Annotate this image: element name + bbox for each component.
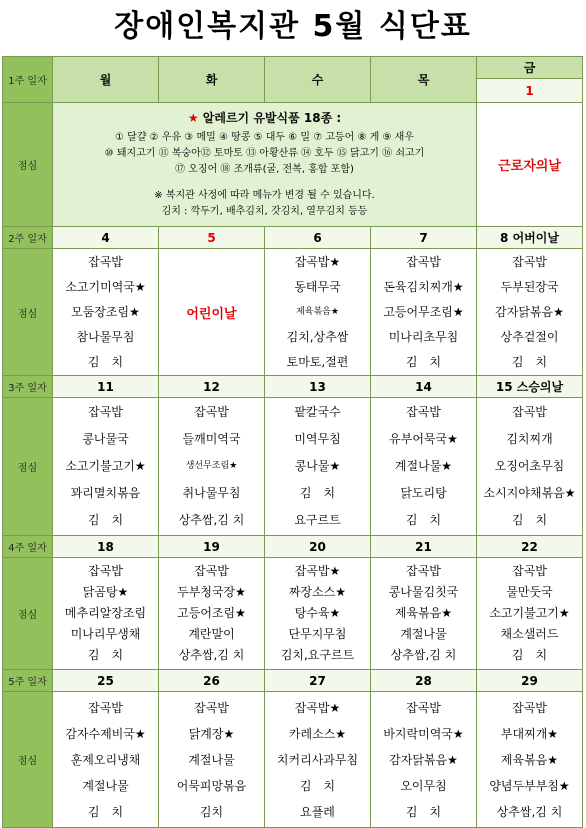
menu-item: 돈육김치찌개★ — [383, 279, 464, 294]
week2-date-wed: 6 — [265, 227, 371, 249]
week5-menu-wed — [265, 692, 371, 828]
week3-date-fri: 15 스승의날 — [477, 376, 583, 398]
menu-item: 들깨미역국 — [182, 432, 241, 446]
menu-item: 콩나물김칫국 — [388, 585, 459, 599]
menu-item: 잡곡밥 — [512, 564, 547, 578]
menu-item: 잡곡밥★ — [294, 700, 341, 715]
menu-item: 잡곡밥★ — [294, 564, 341, 578]
week5-date-tue: 26 — [159, 670, 265, 692]
menu-item: 닭도리탕 — [400, 486, 447, 500]
menu-item: 김 치 — [405, 804, 442, 819]
menu-item: 김 치 — [511, 513, 548, 527]
week3-menu-thu — [371, 398, 477, 536]
week4-menu-tue — [159, 558, 265, 670]
menu-item: 제육볶음★ — [296, 306, 339, 317]
menu-item: 잡곡밥★ — [294, 254, 341, 269]
week2-menu-mon — [53, 249, 159, 376]
week4-date-mon: 18 — [53, 536, 159, 558]
week2-menu-fri — [477, 249, 583, 376]
week2-menu-wed — [265, 249, 371, 376]
menu-item: 김 치 — [405, 354, 442, 369]
menu-item: 잡곡밥 — [406, 254, 441, 269]
allergy-list-line2: ⑩ 돼지고기 ⑪ 복숭아⑫ 토마토 ⑬ 아황산류 ⑭ 호두 ⑮ 닭고기 ⑯ 쇠고기 — [104, 147, 425, 159]
week2-date-mon: 4 — [53, 227, 159, 249]
menu-change-note: ※ 복지관 사정에 따라 메뉴가 변경 될 수 있습니다. — [154, 189, 375, 201]
week1-fri-date: 1 — [477, 79, 583, 103]
week3-menu-mon — [53, 398, 159, 536]
week5-date-fri: 29 — [477, 670, 583, 692]
week3-date-label: 3주 일자 — [3, 376, 53, 398]
menu-item: 미나리무생채 — [70, 627, 141, 641]
menu-item: 상추쌈,김 치 — [496, 804, 563, 819]
day-header-thu: 목 — [371, 57, 477, 103]
week4-date-thu: 21 — [371, 536, 477, 558]
menu-item: 잡곡밥 — [88, 564, 123, 578]
menu-item: 두부청국장★ — [177, 585, 246, 599]
week5-date-wed: 27 — [265, 670, 371, 692]
week1-date-label: 1주 일자 — [3, 57, 53, 103]
week1-fri-holiday: 근로자의날 — [477, 103, 583, 227]
week4-date-wed: 20 — [265, 536, 371, 558]
week4-menu-wed — [265, 558, 371, 670]
menu-item: 소고기불고기★ — [489, 606, 570, 620]
menu-item: 부대찌개★ — [500, 726, 559, 741]
menu-item: 잡곡밥 — [406, 564, 441, 578]
menu-item: 고등어무조림★ — [383, 304, 464, 319]
menu-item: 꽈리멸치볶음 — [70, 486, 141, 500]
menu-item: 김치,상추쌈 — [286, 329, 349, 344]
menu-item: 고등어조림★ — [177, 606, 246, 620]
menu-item: 요구르트 — [294, 513, 341, 527]
menu-item: 닭계장★ — [188, 726, 235, 741]
menu-item: 김 치 — [511, 648, 548, 662]
week4-date-label: 4주 일자 — [3, 536, 53, 558]
week3-date-thu: 14 — [371, 376, 477, 398]
menu-item: 양념두부부침★ — [489, 778, 570, 793]
allergy-list-line3: ⑰ 오징어 ⑱ 조개류(굴, 전복, 홍합 포함) — [175, 163, 354, 175]
menu-item: 메추리알장조림 — [64, 606, 147, 620]
menu-item: 모둠장조림★ — [71, 304, 140, 319]
week1-lunch-label: 점심 — [3, 103, 53, 227]
week3-menu-wed — [265, 398, 371, 536]
menu-item: 잡곡밥 — [512, 405, 547, 419]
menu-item: 소시지야채볶음★ — [483, 486, 576, 500]
menu-item: 김치 — [199, 804, 224, 819]
week2-lunch-label: 점심 — [3, 249, 53, 376]
star-icon: ★ — [187, 110, 199, 125]
week3-date-tue: 12 — [159, 376, 265, 398]
menu-item: 잡곡밥 — [194, 700, 229, 715]
menu-item: 김 치 — [87, 513, 124, 527]
week3-menu-tue — [159, 398, 265, 536]
week5-menu-thu — [371, 692, 477, 828]
week4-date-fri: 22 — [477, 536, 583, 558]
menu-item: 감자닭볶음★ — [389, 752, 458, 767]
menu-table — [2, 56, 583, 828]
menu-item: 콩나물★ — [294, 459, 341, 473]
menu-item: 소고기미역국★ — [65, 279, 146, 294]
menu-item: 어묵피망볶음 — [176, 778, 247, 793]
menu-item: 감자닭볶음★ — [495, 304, 564, 319]
menu-item: 계절나물 — [188, 752, 235, 767]
week4-menu-fri — [477, 558, 583, 670]
menu-item: 잡곡밥 — [88, 254, 123, 269]
day-header-wed: 수 — [265, 57, 371, 103]
allergy-notice-title: 알레르기 유발식품 18종 : — [202, 110, 342, 125]
week4-menu-mon — [53, 558, 159, 670]
week2-tue-holiday: 어린이날 — [159, 249, 265, 376]
menu-item: 잡곡밥 — [406, 700, 441, 715]
week5-date-thu: 28 — [371, 670, 477, 692]
day-header-fri: 금 — [477, 57, 583, 79]
page-title: 장애인복지관 5월 식단표 — [114, 9, 472, 44]
week4-lunch-label: 점심 — [3, 558, 53, 670]
menu-item: 동태무국 — [294, 279, 341, 294]
menu-item: 제육볶음★ — [394, 606, 453, 620]
week3-date-mon: 11 — [53, 376, 159, 398]
menu-item: 감자수제비국★ — [65, 726, 146, 741]
menu-item: 소고기불고기★ — [65, 459, 146, 473]
week4-menu-thu — [371, 558, 477, 670]
menu-item: 계란말이 — [188, 627, 235, 641]
week3-menu-fri — [477, 398, 583, 536]
week5-menu-mon — [53, 692, 159, 828]
menu-item: 콩나물국 — [82, 432, 129, 446]
week4-date-tue: 19 — [159, 536, 265, 558]
menu-item: 김 치 — [87, 648, 124, 662]
menu-item: 오이무침 — [400, 778, 447, 793]
menu-item: 탕수육★ — [294, 606, 341, 620]
menu-item: 계절나물 — [400, 627, 447, 641]
menu-item: 김치,요구르트 — [280, 648, 355, 662]
menu-item: 잡곡밥 — [88, 700, 123, 715]
menu-item: 채소샐러드 — [500, 627, 559, 641]
menu-item: 제육볶음★ — [500, 752, 559, 767]
menu-item: 상추쌈,김 치 — [178, 513, 245, 527]
menu-item: 취나물무침 — [182, 486, 241, 500]
week3-lunch-label: 점심 — [3, 398, 53, 536]
menu-item: 잡곡밥 — [194, 564, 229, 578]
menu-item: 카레소스★ — [288, 726, 347, 741]
week2-date-tue: 5 — [159, 227, 265, 249]
menu-item: 상추쌈,김 치 — [390, 648, 457, 662]
week5-menu-fri — [477, 692, 583, 828]
menu-item: 훈제오리냉채 — [70, 752, 141, 767]
menu-item: 김 치 — [405, 513, 442, 527]
day-header-mon: 월 — [53, 57, 159, 103]
menu-item: 김 치 — [87, 354, 124, 369]
menu-item: 김 치 — [511, 354, 548, 369]
week2-date-thu: 7 — [371, 227, 477, 249]
menu-item: 참나물무침 — [76, 329, 135, 344]
menu-item: 상추쌈,김 치 — [178, 648, 245, 662]
week2-date-fri: 8 어버이날 — [477, 227, 583, 249]
menu-item: 오징어초무침 — [494, 459, 565, 473]
week5-date-mon: 25 — [53, 670, 159, 692]
menu-item: 잡곡밥 — [512, 700, 547, 715]
menu-item: 치커리사과무침 — [276, 752, 359, 767]
menu-item: 잡곡밥 — [194, 405, 229, 419]
menu-item: 단무지무침 — [288, 627, 347, 641]
week5-lunch-label: 점심 — [3, 692, 53, 828]
menu-item: 바지락미역국★ — [383, 726, 464, 741]
menu-item: 요플레 — [300, 804, 335, 819]
menu-item: 잡곡밥 — [406, 405, 441, 419]
menu-item: 두부된장국 — [500, 279, 559, 294]
week2-date-label: 2주 일자 — [3, 227, 53, 249]
week2-menu-thu — [371, 249, 477, 376]
menu-item: 상추겉절이 — [500, 329, 559, 344]
menu-item: 미나리초무침 — [388, 329, 459, 344]
menu-item: 김 치 — [299, 778, 336, 793]
menu-item: 닭곰탕★ — [82, 585, 129, 599]
menu-item: 생선무조림★ — [185, 461, 238, 471]
menu-item: 계절나물 — [82, 778, 129, 793]
menu-item: 김 치 — [87, 804, 124, 819]
menu-item: 팥칼국수 — [294, 405, 341, 419]
week3-date-wed: 13 — [265, 376, 371, 398]
menu-item: 물만둣국 — [506, 585, 553, 599]
menu-item: 김 치 — [299, 486, 336, 500]
menu-item: 계절나물★ — [394, 459, 453, 473]
day-header-tue: 화 — [159, 57, 265, 103]
week5-date-label: 5주 일자 — [3, 670, 53, 692]
menu-item: 미역무침 — [294, 432, 341, 446]
allergy-notice — [53, 103, 477, 227]
allergy-list-line1: ① 달걀 ② 우유 ③ 메밀 ④ 땅콩 ⑤ 대두 ⑥ 밀 ⑦ 고등어 ⑧ 게 ⑨ 새우 — [115, 131, 414, 143]
menu-item: 유부어묵국★ — [389, 432, 458, 446]
menu-item: 잡곡밥 — [512, 254, 547, 269]
week5-menu-tue — [159, 692, 265, 828]
menu-item: 토마토,절편 — [286, 354, 349, 369]
kimchi-note: 김치 : 깍두기, 배추김치, 갓김치, 열무김치 등등 — [161, 205, 368, 217]
menu-item: 짜장소스★ — [288, 585, 347, 599]
menu-item: 잡곡밥 — [88, 405, 123, 419]
menu-item: 김치찌개 — [506, 432, 553, 446]
